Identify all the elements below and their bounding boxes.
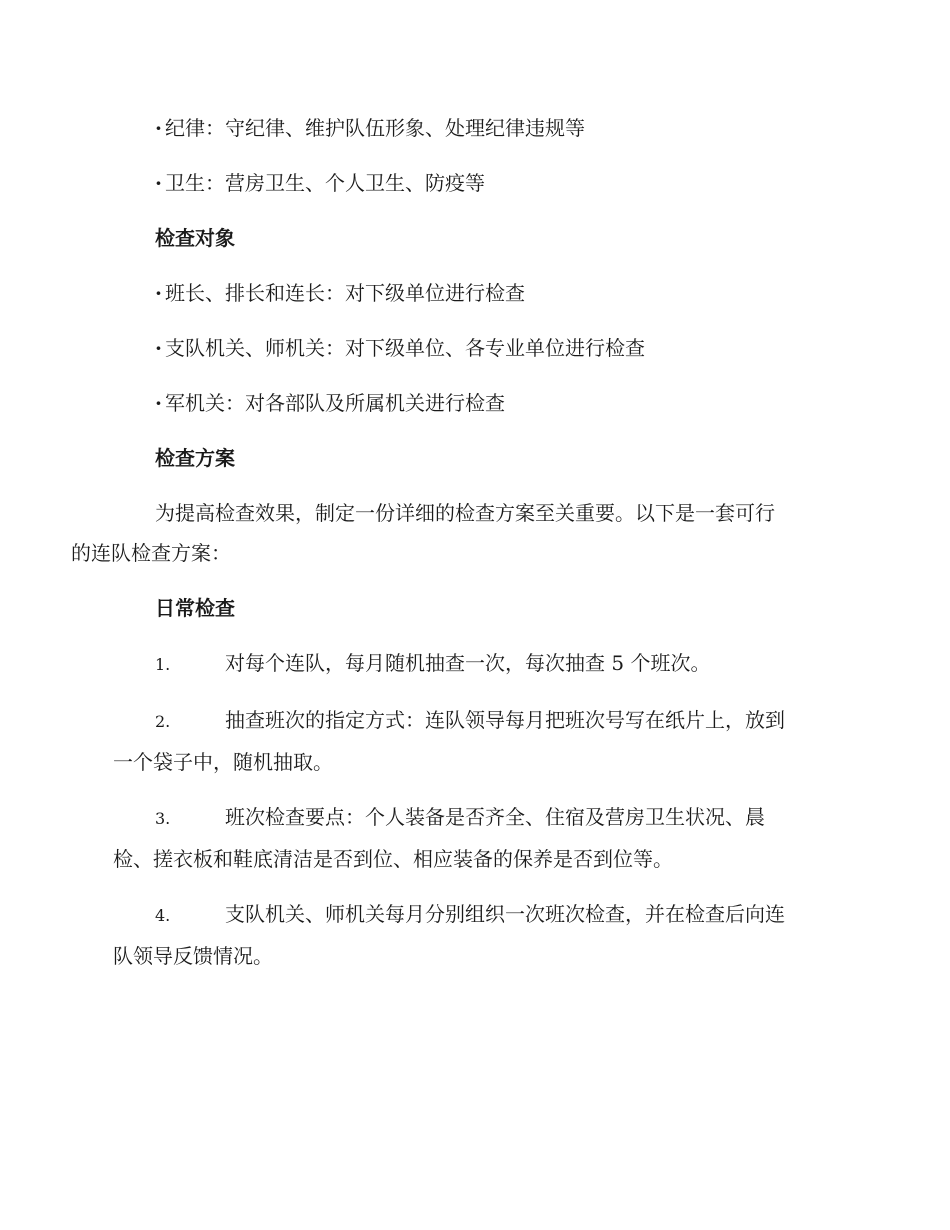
item-text-continued: 检、搓衣板和鞋底清洁是否到位、相应装备的保养是否到位等。 — [113, 847, 673, 871]
item-number: 2. — [155, 712, 171, 731]
paragraph-line: 的连队检查方案： — [71, 541, 231, 565]
bullet-text: 纪律：守纪律、维护队伍形象、处理纪律违规等 — [165, 116, 585, 140]
numbered-item-3 — [113, 797, 835, 879]
heading-daily-inspection: 日常检查 — [155, 596, 235, 620]
item-text: 对每个连队，每月随机抽查一次，每次抽查 5 个班次。 — [225, 651, 711, 675]
item-text: 班次检查要点：个人装备是否齐全、住宿及营房卫生状况、晨 — [225, 805, 765, 829]
bullet-discipline — [113, 108, 835, 148]
bullet-marker: · — [155, 391, 162, 415]
item-text-continued: 一个袋子中，随机抽取。 — [113, 750, 333, 774]
item-text: 抽查班次的指定方式：连队领导每月把班次号写在纸片上，放到 — [225, 708, 785, 732]
bullet-target-1 — [113, 273, 835, 313]
bullet-text: 支队机关、师机关：对下级单位、各专业单位进行检查 — [165, 336, 645, 360]
bullet-text: 卫生：营房卫生、个人卫生、防疫等 — [165, 171, 485, 195]
item-number: 3. — [155, 809, 171, 828]
bullet-marker: · — [155, 336, 162, 360]
heading-inspection-targets: 检查对象 — [155, 226, 235, 250]
numbered-item-4 — [113, 894, 835, 976]
paragraph-plan-intro — [71, 493, 835, 573]
item-text-continued: 队领导反馈情况。 — [113, 944, 273, 968]
item-text: 支队机关、师机关每月分别组织一次班次检查，并在检查后向连 — [225, 902, 785, 926]
document-body — [71, 108, 835, 991]
bullet-marker: · — [155, 116, 162, 140]
paragraph-line: 为提高检查效果，制定一份详细的检查方案至关重要。以下是一套可行 — [155, 501, 775, 525]
item-number: 1. — [155, 655, 171, 674]
numbered-item-1 — [113, 643, 835, 685]
bullet-marker: · — [155, 281, 162, 305]
bullet-target-2 — [113, 328, 835, 368]
bullet-hygiene — [113, 163, 835, 203]
item-number: 4. — [155, 906, 171, 925]
bullet-target-3 — [113, 383, 835, 423]
numbered-item-2 — [113, 700, 835, 782]
heading-inspection-plan: 检查方案 — [155, 446, 235, 470]
bullet-text: 班长、排长和连长：对下级单位进行检查 — [165, 281, 525, 305]
bullet-marker: · — [155, 171, 162, 195]
bullet-text: 军机关：对各部队及所属机关进行检查 — [165, 391, 505, 415]
